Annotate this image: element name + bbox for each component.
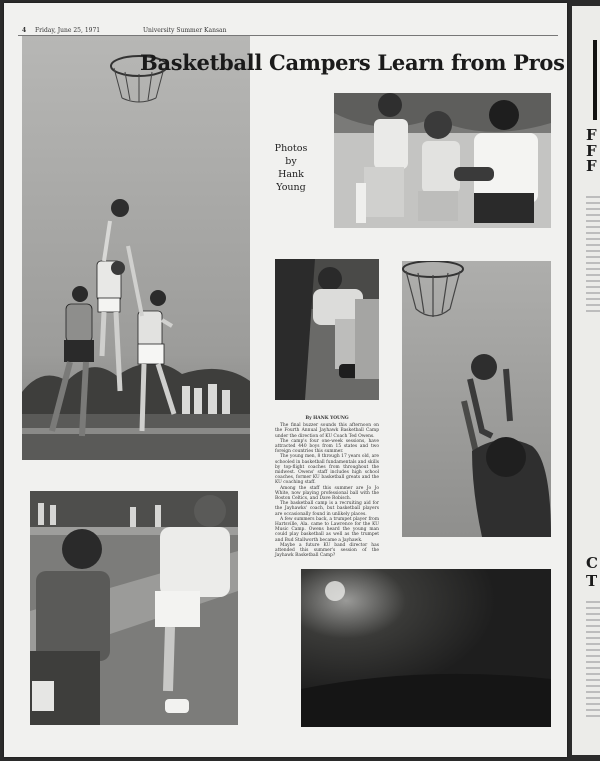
issue-date: Friday, June 25, 1971 bbox=[35, 27, 101, 34]
photo-campers-sitting bbox=[334, 93, 551, 228]
article-paragraph: Among the staff this summer are Jo Jo White, now playing professional ball with the Boston Celtics, and Dave Robisch. bbox=[275, 485, 379, 502]
article-body bbox=[275, 416, 379, 558]
campers-sitting-image bbox=[334, 93, 551, 228]
photo-reaching-ball bbox=[402, 261, 551, 537]
dark-court-image bbox=[301, 569, 551, 727]
edge-letter: T bbox=[586, 572, 598, 590]
photo-credit-line3: Hank Young bbox=[276, 169, 306, 193]
article-headline: Basketball Campers Learn from Pros bbox=[140, 50, 565, 75]
article-byline: By HANK YOUNG bbox=[305, 416, 349, 421]
jump-ball-image bbox=[22, 36, 250, 460]
page-number: 4 bbox=[22, 27, 27, 34]
page-header bbox=[18, 23, 558, 35]
boys-running-image bbox=[30, 491, 238, 725]
edge-letter: F bbox=[586, 157, 597, 175]
article-paragraph: A few summers back, a trumpet player from Hartsville, Ala. came to Lawrence for the KU Music Camp. Owens heard the young man could play basketball as well as the trumpet and Bud Stallworth became a Jayhawk. bbox=[275, 516, 379, 543]
photo-credit bbox=[262, 142, 320, 194]
photo-boys-running bbox=[30, 491, 238, 725]
paper-name: University Summer Kansan bbox=[143, 27, 227, 34]
tying-shoe-image bbox=[275, 259, 379, 400]
photo-credit-line1: Photos bbox=[274, 143, 308, 154]
article-paragraph: Maybe a future KU band director has attended this summer's session of the Jayhawk Basketball Camp? bbox=[275, 542, 379, 559]
photo-dark-court bbox=[301, 569, 551, 727]
photo-credit-line2: by bbox=[285, 156, 297, 167]
article-paragraph: The camp's four one-week sessions, have attracted 440 boys from 15 states and two foreign countries this summer. bbox=[275, 438, 379, 455]
photo-tying-shoe bbox=[275, 259, 379, 400]
edge-letter: C bbox=[586, 554, 598, 572]
binding-edge bbox=[593, 40, 597, 120]
article-paragraph: The final buzzer sounds this afternoon on the Fourth Annual Jayhawk Basketball Camp under the direction of KU Coach Ted Owens. bbox=[275, 423, 379, 439]
article-paragraph: The basketball camp is a recruiting aid for the Jayhawks' coach, but basketball players are occasionally found in unlikely places. bbox=[275, 501, 379, 517]
reaching-ball-image bbox=[402, 261, 551, 537]
edge-text-lines bbox=[586, 196, 600, 316]
edge-letter: F bbox=[586, 142, 597, 160]
article-paragraph: The young men, 8 through 17 years old, are schooled in basketball fundamentals and skills by top-flight coaches from throughout the midwest. Owens' staff includes high school coaches, former KU basketball greats and the KU coaching staff. bbox=[275, 454, 379, 486]
edge-text-lines bbox=[586, 601, 600, 721]
edge-letter: F bbox=[586, 126, 597, 144]
photo-jump-ball bbox=[22, 36, 250, 460]
